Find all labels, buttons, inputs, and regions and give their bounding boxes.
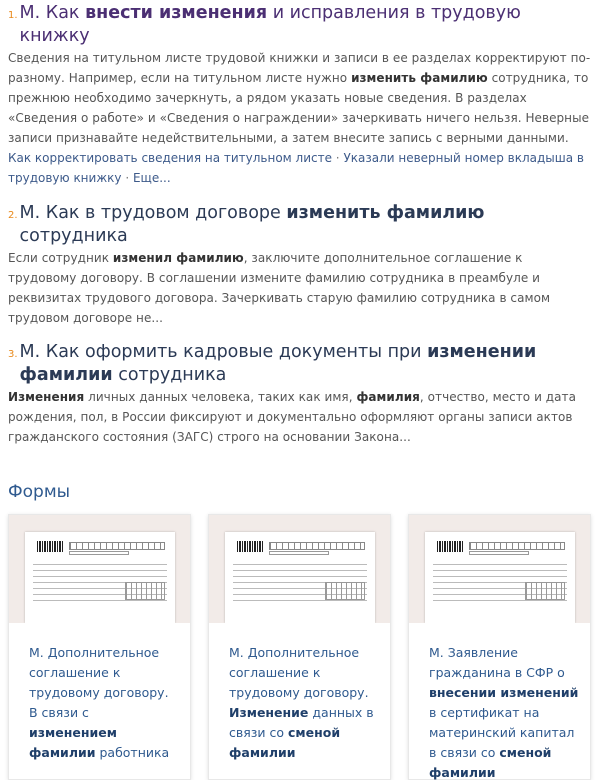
highlighted-term: Изменение xyxy=(229,705,309,720)
result-number: 3. xyxy=(8,349,18,360)
highlighted-term: сменой фамилии xyxy=(429,745,552,780)
text-fragment: , отчество, место и дата рождения, пол, в России фиксируют и документально оформляют органы записи актов гражданского состояния (ЗАГС) строго на основании Закона... xyxy=(8,390,576,444)
forms-heading: Формы xyxy=(8,482,71,502)
text-fragment: данных в связи со xyxy=(229,705,374,740)
sublink-wrong-insert-number[interactable]: Указали неверный номер вкладыша в трудовую книжку xyxy=(8,151,584,185)
result-snippet xyxy=(8,48,594,148)
document-preview-icon xyxy=(25,532,175,623)
text-fragment: сотрудника xyxy=(19,226,128,246)
text-fragment: М. Заявление гражданина в СФР о xyxy=(429,645,565,680)
result-snippet xyxy=(8,248,594,328)
result-title-link[interactable] xyxy=(20,202,594,248)
document-preview-icon xyxy=(425,532,575,623)
sublink-title-page[interactable]: Как корректировать сведения на титульном листе xyxy=(8,151,332,165)
text-fragment: сотрудника xyxy=(112,365,227,385)
text-fragment: , заключите дополнительное соглашение к трудовому договору. В соглашении измените фамилию сотрудника в преамбуле и реквизитах трудового договора. Зачеркивать старую фамилию сотрудника в самом трудовом договоре не... xyxy=(8,251,551,325)
result-title-link[interactable] xyxy=(20,2,594,48)
text-fragment: М. Дополнительное соглашение к трудовому договору. xyxy=(229,645,369,700)
form-card-title[interactable] xyxy=(229,643,379,763)
result-title-row xyxy=(8,341,594,387)
highlighted-term: изменить фамилию xyxy=(351,71,488,85)
highlighted-term: изменением фамилии xyxy=(29,725,117,760)
document-preview-icon xyxy=(225,532,375,623)
highlighted-term: Изменения xyxy=(8,390,85,404)
sublink-more[interactable]: Еще... xyxy=(132,171,171,185)
text-fragment: М. Как оформить кадровые документы при xyxy=(19,342,428,362)
text-fragment: М. Как xyxy=(19,3,86,23)
result-title-row xyxy=(8,202,594,248)
sublink-separator: · xyxy=(121,171,133,185)
highlighted-term: сменой фамилии xyxy=(229,725,341,760)
text-fragment: личных данных человека, таких как имя, xyxy=(84,390,357,404)
form-card-title[interactable] xyxy=(29,643,179,763)
text-fragment: сотрудника, то прежнюю необходимо зачеркнуть, а рядом указать новые сведения. В разделах «Сведения о работе» и «Сведения о награждении» зачеркивать ничего нельзя. Неверные записи признавайте недействительными, а затем внесите запись с верными данными. xyxy=(8,71,590,145)
sublink-separator: · xyxy=(331,151,344,165)
text-fragment: Сведения на титульном листе трудовой книжки и записи в ее разделах корректируют по-разному. Например, если на титульном листе нужно xyxy=(8,51,591,85)
result-title-link[interactable] xyxy=(20,341,594,387)
result-snippet xyxy=(8,387,594,447)
highlighted-term: изменить фамилию xyxy=(286,203,485,223)
text-fragment: работника xyxy=(95,745,170,760)
text-fragment: М. Дополнительное соглашение к трудовому договору. В связи с xyxy=(29,645,169,720)
form-card-title[interactable] xyxy=(429,643,579,780)
text-fragment: Если сотрудник xyxy=(8,251,113,265)
form-card-1[interactable] xyxy=(8,514,191,780)
highlighted-term: внести изменения xyxy=(85,3,268,23)
highlighted-term: изменил фамилию xyxy=(112,251,244,265)
result-sublinks xyxy=(8,148,594,188)
highlighted-term: фамилия xyxy=(356,390,420,404)
form-card-3[interactable] xyxy=(408,514,591,780)
search-result-1 xyxy=(8,2,594,188)
form-thumbnail xyxy=(409,515,590,623)
form-thumbnail xyxy=(209,515,390,623)
result-title-row xyxy=(8,2,594,48)
highlighted-term: изменении фамилии xyxy=(19,342,537,385)
result-number: 2. xyxy=(8,210,18,221)
search-result-2 xyxy=(8,202,594,328)
highlighted-term: внесении изменений xyxy=(429,685,579,700)
text-fragment: в сертификат на материнский капитал в связи со xyxy=(429,705,575,760)
form-card-2[interactable] xyxy=(208,514,391,780)
text-fragment: М. Как в трудовом договоре xyxy=(19,203,287,223)
result-number: 1. xyxy=(8,10,18,21)
form-thumbnail xyxy=(9,515,190,623)
search-result-3 xyxy=(8,341,594,447)
text-fragment: и исправления в трудовую книжку xyxy=(19,3,521,46)
